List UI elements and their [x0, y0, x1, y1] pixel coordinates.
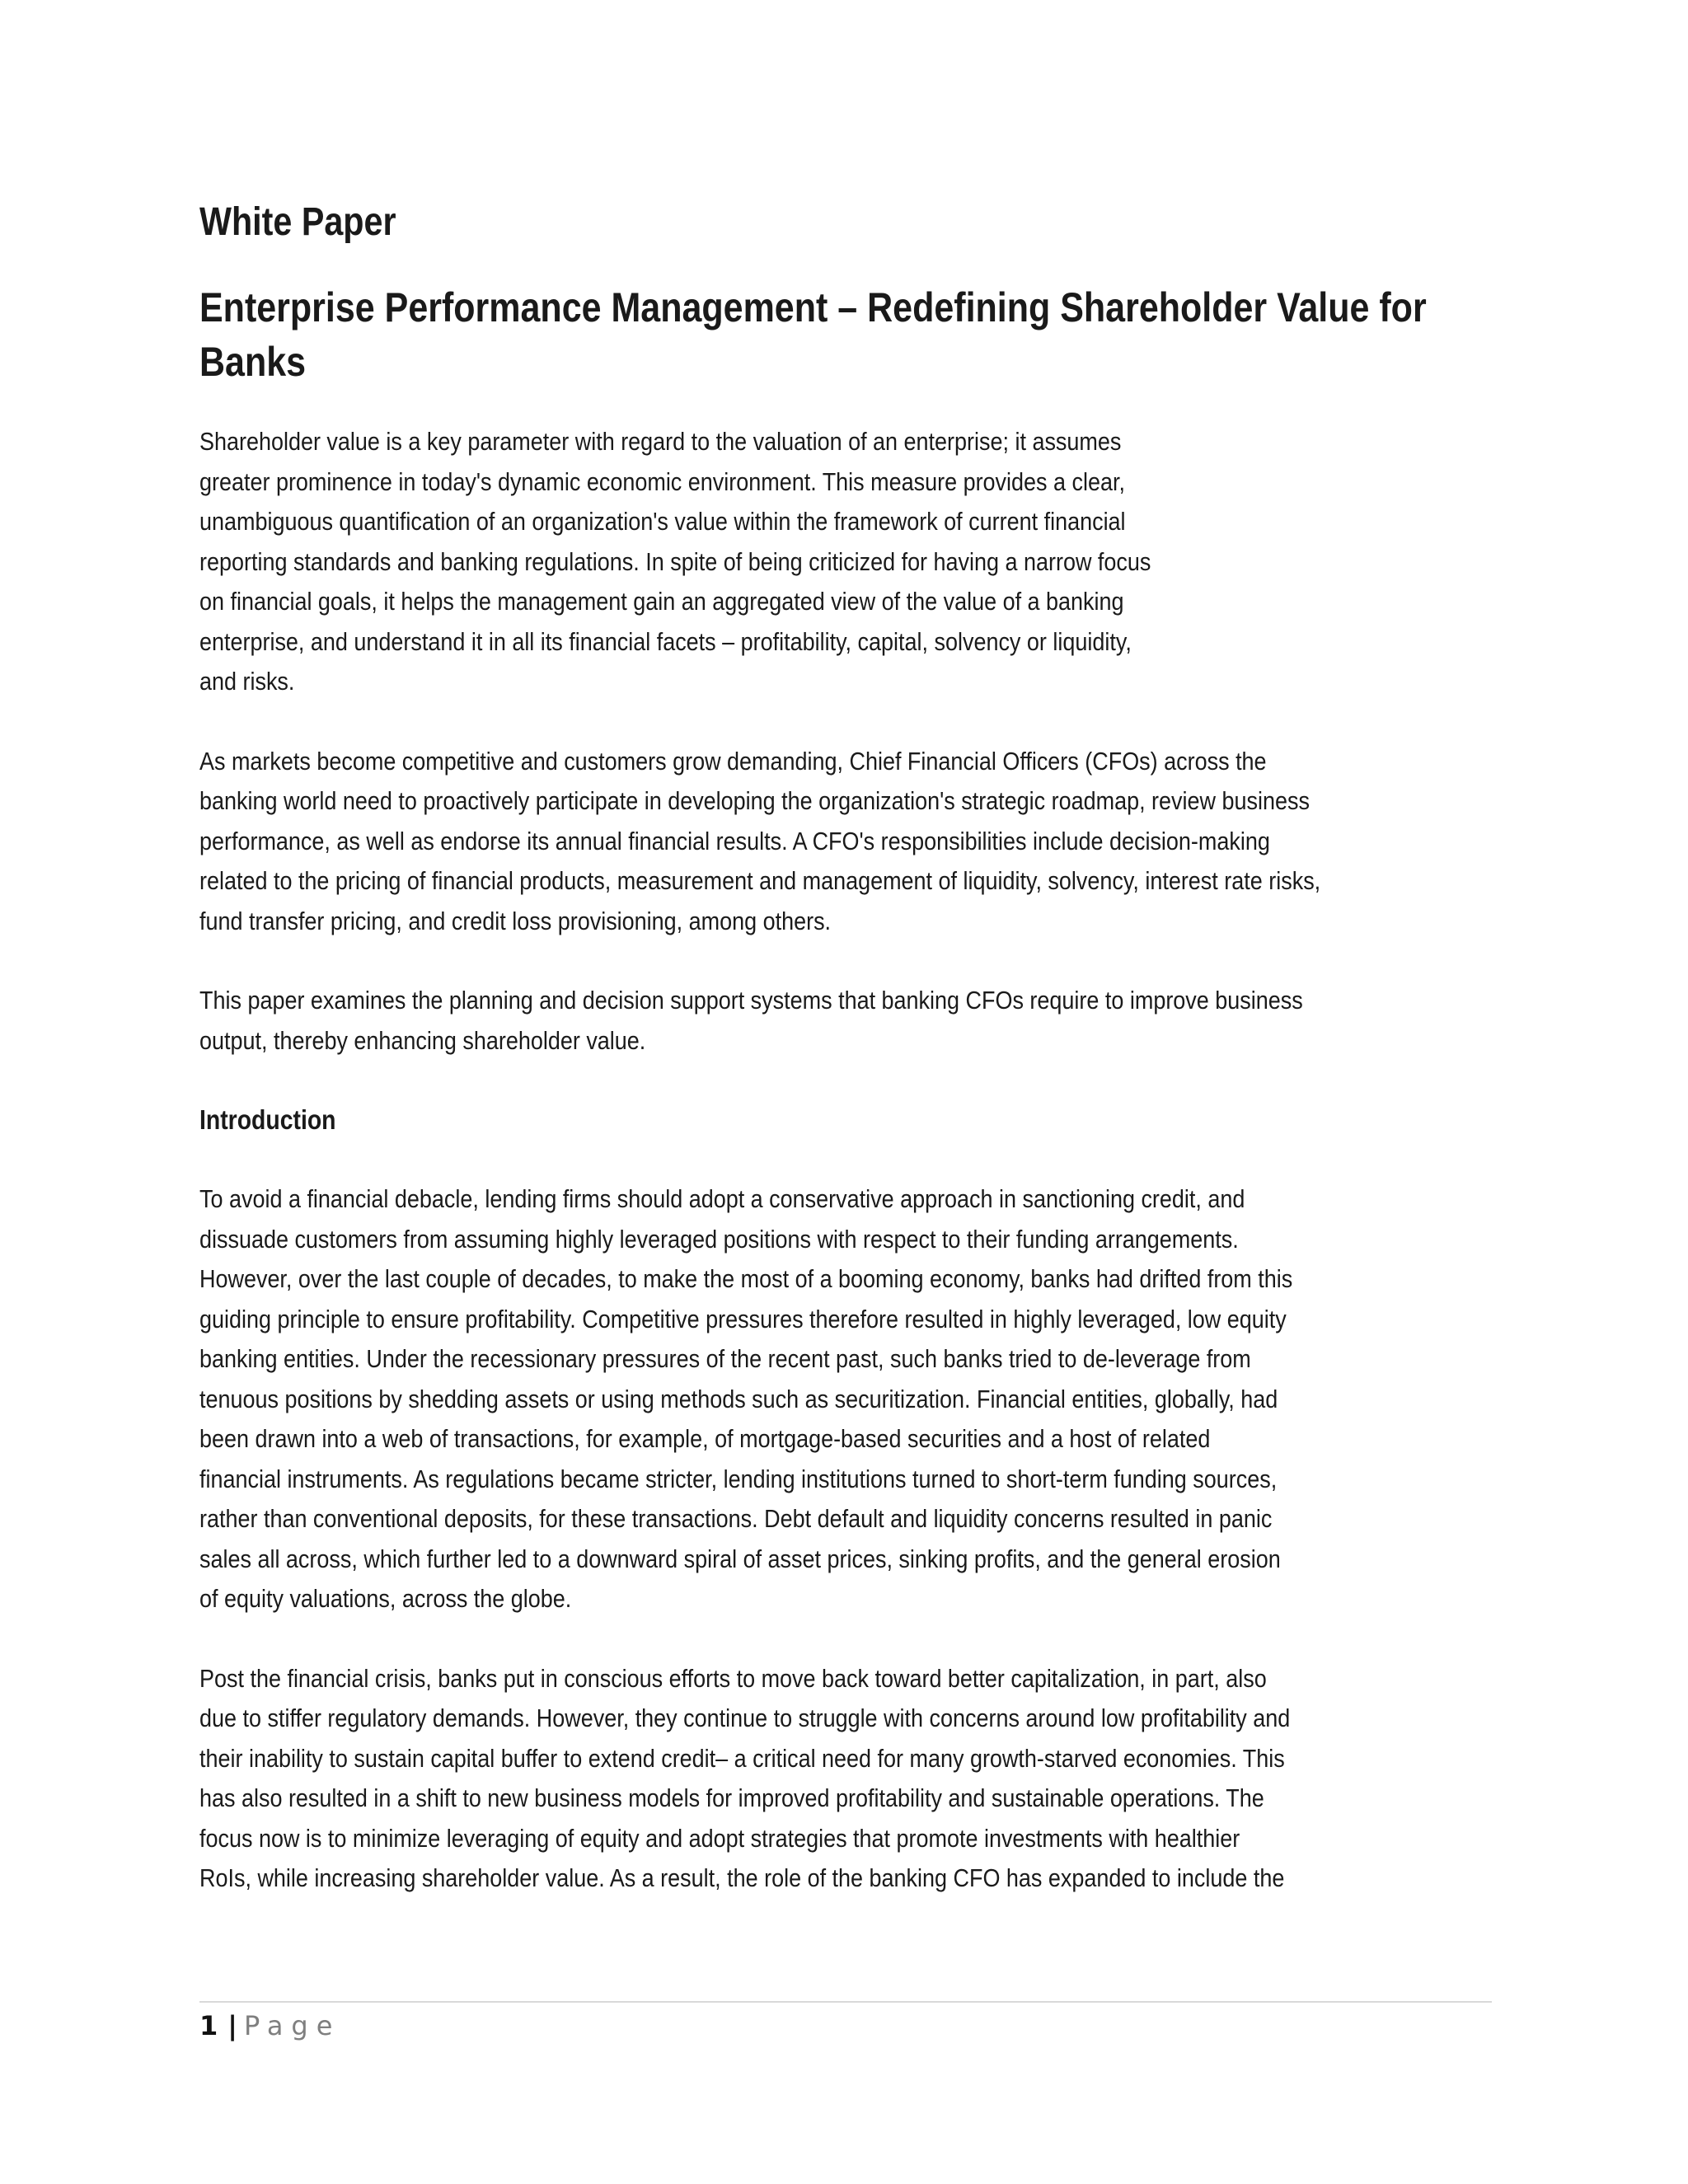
- text-line: been drawn into a web of transactions, for example, of mortgage-based securities and a host of related: [199, 1424, 1211, 1453]
- text-line: related to the pricing of financial products, measurement and management of liquidity, solvency, interest rate risks,: [199, 866, 1321, 895]
- text-line: banking entities. Under the recessionary pressures of the recent past, such banks tried to de-leverage from: [199, 1344, 1251, 1373]
- text-line: on financial goals, it helps the management gain an aggregated view of the value of a banking: [199, 587, 1124, 616]
- text-line: fund transfer pricing, and credit loss provisioning, among others.: [199, 906, 832, 935]
- page-label: Page: [243, 2010, 341, 2041]
- footer-separator: |: [227, 2010, 237, 2041]
- paragraph: [199, 1659, 1493, 1899]
- text-line: rather than conventional deposits, for these transactions. Debt default and liquidity concerns resulted in panic: [199, 1504, 1273, 1533]
- text-line: Shareholder value is a key parameter with regard to the valuation of an enterprise; it assumes: [199, 427, 1122, 456]
- text-line: As markets become competitive and customers grow demanding, Chief Financial Officers (CFOs) across the: [199, 746, 1267, 776]
- document-type-label: White Paper: [199, 200, 396, 244]
- text-line: RoIs, while increasing shareholder value. As a result, the role of the banking CFO has expanded to include the: [199, 1863, 1285, 1892]
- paragraph: [199, 422, 1493, 702]
- title-line: Banks: [199, 339, 307, 385]
- text-line: guiding principle to ensure profitability. Competitive pressures therefore resulted in highly leveraged, low equity: [199, 1304, 1287, 1333]
- text-line: tenuous positions by shedding assets or using methods such as securitization. Financial entities, globally, had: [199, 1384, 1278, 1413]
- text-line: output, thereby enhancing shareholder value.: [199, 1025, 646, 1055]
- document-body: [199, 198, 1493, 1938]
- paragraph: [199, 1179, 1493, 1619]
- text-line: and risks.: [199, 667, 295, 696]
- text-line: To avoid a financial debacle, lending firms should adopt a conservative approach in sanctioning credit, and: [199, 1184, 1245, 1213]
- text-line: has also resulted in a shift to new business models for improved profitability and sustainable operations. The: [199, 1783, 1264, 1812]
- text-line: focus now is to minimize leveraging of equity and adopt strategies that promote investments with healthier: [199, 1823, 1240, 1853]
- text-line: greater prominence in today's dynamic economic environment. This measure provides a clear,: [199, 466, 1125, 496]
- text-line: financial instruments. As regulations became stricter, lending institutions turned to short-term funding sources,: [199, 1464, 1278, 1493]
- text-line: enterprise, and understand it in all its financial facets – profitability, capital, solvency or liquidity,: [199, 626, 1132, 656]
- text-line: dissuade customers from assuming highly leveraged positions with respect to their funding arrangements.: [199, 1224, 1239, 1254]
- text-line: This paper examines the planning and decision support systems that banking CFOs require to improve business: [199, 986, 1303, 1015]
- text-line: due to stiffer regulatory demands. However, they continue to struggle with concerns around low profitability and: [199, 1704, 1291, 1732]
- text-line: However, over the last couple of decades, to make the most of a booming economy, banks had drifted from this: [199, 1264, 1293, 1293]
- page-footer: [199, 2008, 340, 2044]
- text-line: banking world need to proactively participate in developing the organization's strategic roadmap, review business: [199, 786, 1310, 815]
- text-line: reporting standards and banking regulations. In spite of being criticized for having a narrow focus: [199, 546, 1151, 576]
- footer-divider: [199, 2001, 1492, 2003]
- paragraph: [199, 981, 1493, 1061]
- section-heading: Introduction: [199, 1104, 336, 1135]
- title-line: Enterprise Performance Management – Redefining Shareholder Value for: [199, 284, 1427, 330]
- text-line: sales all across, which further led to a downward spiral of asset prices, sinking profits, and the general erosion: [199, 1544, 1281, 1573]
- text-line: Post the financial crisis, banks put in conscious efforts to move back toward better capitalization, in part, also: [199, 1663, 1267, 1693]
- text-line: performance, as well as endorse its annual financial results. A CFO's responsibilities include decision-making: [199, 826, 1270, 855]
- text-line: unambiguous quantification of an organization's value within the framework of current financial: [199, 507, 1126, 536]
- page-number: 1: [199, 2010, 218, 2041]
- text-line: their inability to sustain capital buffer to extend credit– a critical need for many growth-starved economies. This: [199, 1743, 1285, 1773]
- document-title: [199, 280, 1475, 389]
- text-line: of equity valuations, across the globe.: [199, 1584, 572, 1613]
- paragraph: [199, 742, 1493, 942]
